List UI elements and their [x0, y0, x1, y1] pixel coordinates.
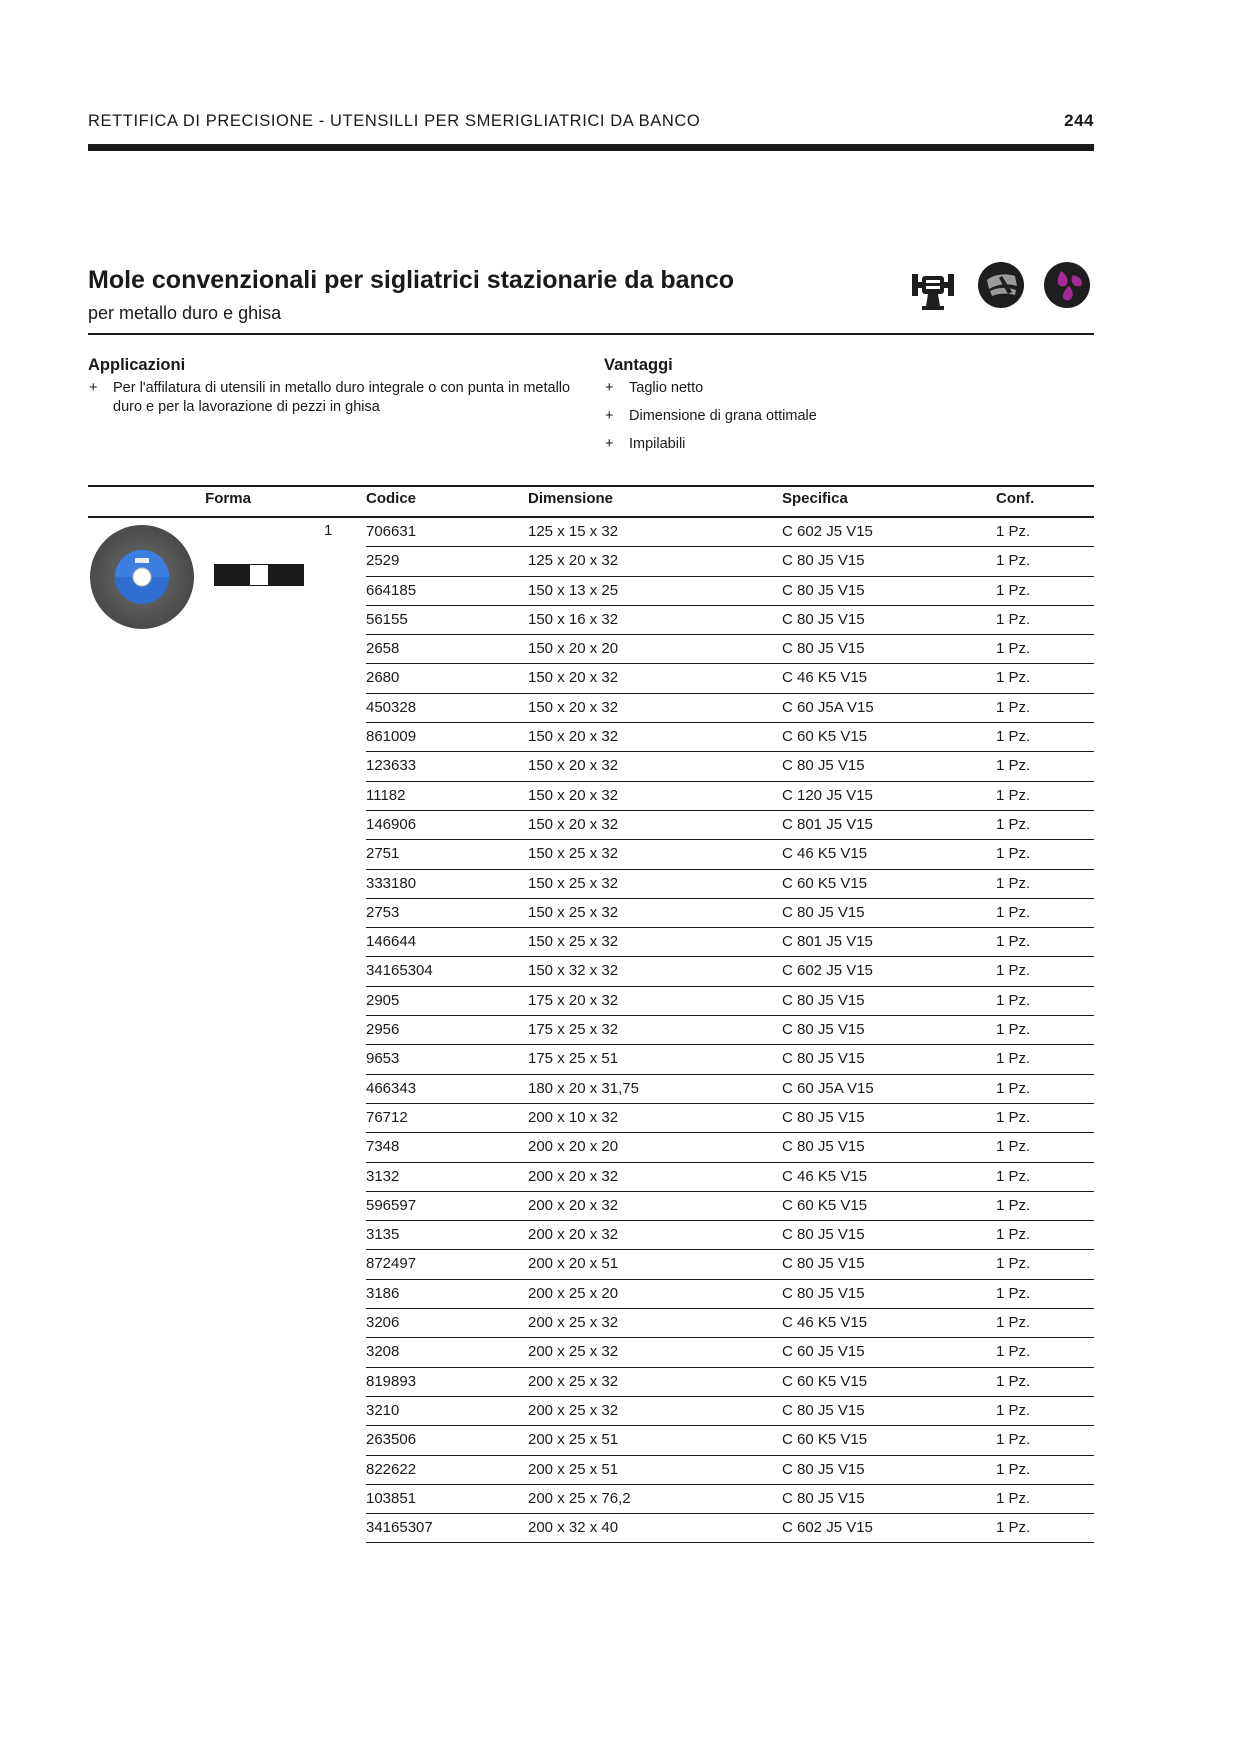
cell-specifica: C 46 K5 V15: [782, 845, 868, 863]
cell-specifica: C 80 J5 V15: [782, 1138, 865, 1156]
table-row: [366, 1338, 1094, 1367]
cell-specifica: C 60 K5 V15: [782, 1196, 868, 1214]
cell-codice: 3206: [366, 1314, 400, 1332]
cell-dimensione: 175 x 20 x 32: [528, 991, 619, 1009]
cell-dimensione: 150 x 32 x 32: [528, 962, 619, 980]
cell-conf: 1 Pz.: [996, 698, 1031, 716]
cell-specifica: C 602 J5 V15: [782, 523, 873, 540]
plus-icon: +: [605, 380, 614, 396]
cell-conf: 1 Pz.: [996, 903, 1031, 921]
cell-conf: 1 Pz.: [996, 1431, 1031, 1449]
cell-specifica: C 80 J5 V15: [782, 610, 865, 628]
cell-dimensione: 200 x 25 x 32: [528, 1314, 619, 1332]
cell-dimensione: 150 x 25 x 32: [528, 933, 619, 951]
list-item: [604, 435, 1004, 454]
product-table-body: [366, 518, 1094, 1543]
advantage-text: Impilabili: [629, 436, 686, 452]
table-row: [366, 1485, 1094, 1514]
applications-list: [88, 379, 588, 417]
table-row: [366, 928, 1094, 957]
cell-conf: 1 Pz.: [996, 933, 1031, 951]
cell-specifica: C 80 J5 V15: [782, 1021, 865, 1039]
table-row: [366, 694, 1094, 723]
grinding-wheel-image: [89, 524, 195, 630]
cell-codice: 466343: [366, 1079, 417, 1097]
table-row: [366, 957, 1094, 986]
section-title: RETTIFICA DI PRECISIONE - UTENSILLI PER SMERIGLIATRICI DA BANCO: [88, 112, 701, 130]
table-row: [366, 1280, 1094, 1309]
cell-codice: 34165304: [366, 962, 433, 980]
list-item: [604, 379, 1004, 398]
cell-conf: 1 Pz.: [996, 1255, 1031, 1273]
table-row: [366, 1368, 1094, 1397]
cell-conf: 1 Pz.: [996, 728, 1031, 746]
cell-conf: 1 Pz.: [996, 1314, 1031, 1332]
application-icons: [910, 262, 1094, 314]
cell-specifica: C 80 J5 V15: [782, 991, 865, 1009]
table-row: [366, 1192, 1094, 1221]
cell-dimensione: 150 x 13 x 25: [528, 581, 619, 599]
header-divider: [88, 144, 1094, 151]
cell-conf: 1 Pz.: [996, 1108, 1031, 1126]
table-row: [366, 1163, 1094, 1192]
cell-codice: 123633: [366, 757, 417, 775]
column-header-forma: Forma: [205, 490, 251, 507]
cell-codice: 2753: [366, 903, 400, 921]
cell-codice: 2680: [366, 669, 400, 687]
cell-codice: 706631: [366, 523, 417, 540]
cell-dimensione: 150 x 20 x 32: [528, 786, 619, 804]
cell-conf: 1 Pz.: [996, 962, 1031, 980]
cell-codice: 34165307: [366, 1519, 433, 1537]
cell-dimensione: 150 x 20 x 32: [528, 728, 619, 746]
cell-specifica: C 80 J5 V15: [782, 1108, 865, 1126]
cell-conf: 1 Pz.: [996, 874, 1031, 892]
cell-specifica: C 801 J5 V15: [782, 815, 873, 833]
cell-specifica: C 80 J5 V15: [782, 581, 865, 599]
table-row: [366, 1426, 1094, 1455]
cell-dimensione: 200 x 25 x 32: [528, 1343, 619, 1361]
cell-specifica: C 60 J5A V15: [782, 698, 874, 716]
cell-specifica: C 46 K5 V15: [782, 669, 868, 687]
table-row: [366, 1016, 1094, 1045]
cell-dimensione: 200 x 25 x 32: [528, 1401, 619, 1419]
cell-dimensione: 200 x 25 x 76,2: [528, 1489, 631, 1507]
cell-codice: 76712: [366, 1108, 408, 1126]
cell-conf: 1 Pz.: [996, 552, 1031, 570]
table-row: [366, 1456, 1094, 1485]
cell-conf: 1 Pz.: [996, 1519, 1031, 1537]
cell-dimensione: 150 x 16 x 32: [528, 610, 619, 628]
list-item: [88, 379, 588, 417]
cell-conf: 1 Pz.: [996, 815, 1031, 833]
cell-specifica: C 80 J5 V15: [782, 1460, 865, 1478]
table-row: [366, 518, 1094, 547]
cell-specifica: C 602 J5 V15: [782, 962, 873, 980]
cell-specifica: C 46 K5 V15: [782, 1167, 868, 1185]
list-item: [604, 407, 1004, 426]
cell-dimensione: 125 x 20 x 32: [528, 552, 619, 570]
cell-specifica: C 80 J5 V15: [782, 1255, 865, 1273]
product-subtitle: per metallo duro e ghisa: [88, 303, 282, 323]
cell-conf: 1 Pz.: [996, 523, 1031, 540]
cell-conf: 1 Pz.: [996, 845, 1031, 863]
cell-codice: 3132: [366, 1167, 400, 1185]
cell-codice: 7348: [366, 1138, 400, 1156]
wheel-profile-diagram: [214, 564, 304, 586]
plus-icon: +: [605, 408, 614, 424]
cell-dimensione: 200 x 25 x 51: [528, 1431, 619, 1449]
table-row: [366, 1104, 1094, 1133]
cell-conf: 1 Pz.: [996, 1460, 1031, 1478]
hard-metal-material-icon: [978, 262, 1024, 308]
table-row: [366, 547, 1094, 576]
cell-dimensione: 125 x 15 x 32: [528, 523, 619, 540]
form-number: 1: [324, 522, 333, 539]
advantage-text: Taglio netto: [629, 380, 704, 396]
cell-conf: 1 Pz.: [996, 1138, 1031, 1156]
cell-specifica: C 120 J5 V15: [782, 786, 873, 804]
table-row: [366, 811, 1094, 840]
advantage-text: Dimensione di grana ottimale: [629, 408, 817, 424]
cell-codice: 11182: [366, 786, 406, 804]
table-row: [366, 1514, 1094, 1543]
table-row: [366, 840, 1094, 869]
cell-dimensione: 200 x 20 x 32: [528, 1167, 619, 1185]
table-top-divider: [88, 485, 1094, 487]
cell-dimensione: 200 x 25 x 32: [528, 1372, 619, 1390]
cell-conf: 1 Pz.: [996, 1196, 1031, 1214]
cell-dimensione: 180 x 20 x 31,75: [528, 1079, 639, 1097]
cell-dimensione: 150 x 20 x 32: [528, 698, 619, 716]
cell-dimensione: 175 x 25 x 32: [528, 1021, 619, 1039]
cell-codice: 3186: [366, 1284, 400, 1302]
cell-codice: 2529: [366, 552, 400, 570]
advantages-heading: Vantaggi: [604, 356, 673, 374]
cell-specifica: C 60 J5A V15: [782, 1079, 874, 1097]
cell-codice: 3208: [366, 1343, 400, 1361]
cell-conf: 1 Pz.: [996, 669, 1031, 687]
cell-dimensione: 150 x 25 x 32: [528, 903, 619, 921]
cell-specifica: C 80 J5 V15: [782, 1050, 865, 1068]
cell-specifica: C 60 K5 V15: [782, 1431, 868, 1449]
cell-specifica: C 60 K5 V15: [782, 728, 868, 746]
cell-conf: 1 Pz.: [996, 1401, 1031, 1419]
column-header-conf: Conf.: [996, 490, 1035, 507]
cell-codice: 664185: [366, 581, 417, 599]
cell-dimensione: 200 x 10 x 32: [528, 1108, 619, 1126]
column-header-specifica: Specifica: [782, 490, 848, 507]
column-header-codice: Codice: [366, 490, 417, 507]
cell-codice: 263506: [366, 1431, 417, 1449]
cell-specifica: C 60 K5 V15: [782, 1372, 868, 1390]
cell-codice: 819893: [366, 1372, 417, 1390]
cell-codice: 450328: [366, 698, 417, 716]
cell-codice: 56155: [366, 610, 408, 628]
cell-codice: 146644: [366, 933, 417, 951]
cell-conf: 1 Pz.: [996, 1167, 1031, 1185]
cell-dimensione: 150 x 20 x 32: [528, 757, 619, 775]
table-row: [366, 664, 1094, 693]
cell-dimensione: 200 x 20 x 51: [528, 1255, 619, 1273]
cast-iron-material-icon: [1044, 262, 1090, 308]
cell-conf: 1 Pz.: [996, 1021, 1031, 1039]
table-row: [366, 1133, 1094, 1162]
cell-dimensione: 175 x 25 x 51: [528, 1050, 619, 1068]
cell-conf: 1 Pz.: [996, 610, 1031, 628]
table-row: [366, 723, 1094, 752]
plus-icon: +: [89, 380, 98, 396]
cell-specifica: C 80 J5 V15: [782, 1401, 865, 1419]
cell-dimensione: 150 x 20 x 20: [528, 640, 619, 658]
cell-codice: 103851: [366, 1489, 417, 1507]
cell-conf: 1 Pz.: [996, 1050, 1031, 1068]
cell-conf: 1 Pz.: [996, 786, 1031, 804]
cell-conf: 1 Pz.: [996, 1226, 1031, 1244]
cell-conf: 1 Pz.: [996, 640, 1031, 658]
cell-specifica: C 80 J5 V15: [782, 757, 865, 775]
cell-codice: 146906: [366, 815, 417, 833]
cell-specifica: C 801 J5 V15: [782, 933, 873, 951]
cell-conf: 1 Pz.: [996, 581, 1031, 599]
cell-codice: 3135: [366, 1226, 400, 1244]
application-text: Per l'affilatura di utensili in metallo duro integrale o con punta in metallo duro e per la lavorazione di pezzi in ghisa: [113, 380, 571, 415]
cell-dimensione: 200 x 25 x 20: [528, 1284, 619, 1302]
table-row: [366, 899, 1094, 928]
cell-dimensione: 150 x 25 x 32: [528, 874, 619, 892]
table-row: [366, 577, 1094, 606]
cell-codice: 596597: [366, 1196, 417, 1214]
table-row: [366, 635, 1094, 664]
cell-dimensione: 200 x 25 x 51: [528, 1460, 619, 1478]
cell-conf: 1 Pz.: [996, 991, 1031, 1009]
cell-codice: 861009: [366, 728, 417, 746]
column-header-dimensione: Dimensione: [528, 490, 614, 507]
cell-conf: 1 Pz.: [996, 1343, 1031, 1361]
table-row: [366, 870, 1094, 899]
cell-specifica: C 80 J5 V15: [782, 1284, 865, 1302]
cell-specifica: C 602 J5 V15: [782, 1519, 873, 1537]
table-row: [366, 987, 1094, 1016]
cell-codice: 333180: [366, 874, 417, 892]
cell-codice: 3210: [366, 1401, 400, 1419]
table-row: [366, 606, 1094, 635]
product-title: Mole convenzionali per sigliatrici stazionarie da banco: [88, 266, 734, 294]
title-divider: [88, 333, 1094, 335]
cell-specifica: C 80 J5 V15: [782, 903, 865, 921]
cell-dimensione: 200 x 20 x 32: [528, 1196, 619, 1214]
cell-specifica: C 46 K5 V15: [782, 1314, 868, 1332]
cell-conf: 1 Pz.: [996, 1079, 1031, 1097]
table-row: [366, 1397, 1094, 1426]
cell-dimensione: 150 x 20 x 32: [528, 669, 619, 687]
applications-heading: Applicazioni: [88, 356, 186, 374]
page-number: 244: [1064, 111, 1094, 130]
cell-conf: 1 Pz.: [996, 1284, 1031, 1302]
cell-codice: 2956: [366, 1021, 400, 1039]
cell-conf: 1 Pz.: [996, 757, 1031, 775]
table-row: [366, 1045, 1094, 1074]
cell-codice: 9653: [366, 1050, 400, 1068]
bench-grinder-icon: [910, 266, 956, 312]
table-row: [366, 1250, 1094, 1279]
cell-dimensione: 150 x 20 x 32: [528, 815, 619, 833]
cell-specifica: C 60 J5 V15: [782, 1343, 865, 1361]
cell-codice: 2905: [366, 991, 400, 1009]
plus-icon: +: [605, 436, 614, 452]
cell-specifica: C 80 J5 V15: [782, 1489, 865, 1507]
cell-codice: 2751: [366, 845, 400, 863]
cell-dimensione: 200 x 32 x 40: [528, 1519, 619, 1537]
table-row: [366, 752, 1094, 781]
cell-conf: 1 Pz.: [996, 1489, 1031, 1507]
cell-specifica: C 60 K5 V15: [782, 874, 868, 892]
table-row: [366, 1309, 1094, 1338]
advantages-list: [604, 379, 1004, 463]
cell-dimensione: 150 x 25 x 32: [528, 845, 619, 863]
cell-codice: 2658: [366, 640, 400, 658]
cell-specifica: C 80 J5 V15: [782, 640, 865, 658]
cell-specifica: C 80 J5 V15: [782, 1226, 865, 1244]
cell-dimensione: 200 x 20 x 20: [528, 1138, 619, 1156]
table-row: [366, 1075, 1094, 1104]
table-row: [366, 782, 1094, 811]
cell-codice: 822622: [366, 1460, 417, 1478]
table-row: [366, 1221, 1094, 1250]
cell-dimensione: 200 x 20 x 32: [528, 1226, 619, 1244]
cell-specifica: C 80 J5 V15: [782, 552, 865, 570]
cell-codice: 872497: [366, 1255, 417, 1273]
cell-conf: 1 Pz.: [996, 1372, 1031, 1390]
